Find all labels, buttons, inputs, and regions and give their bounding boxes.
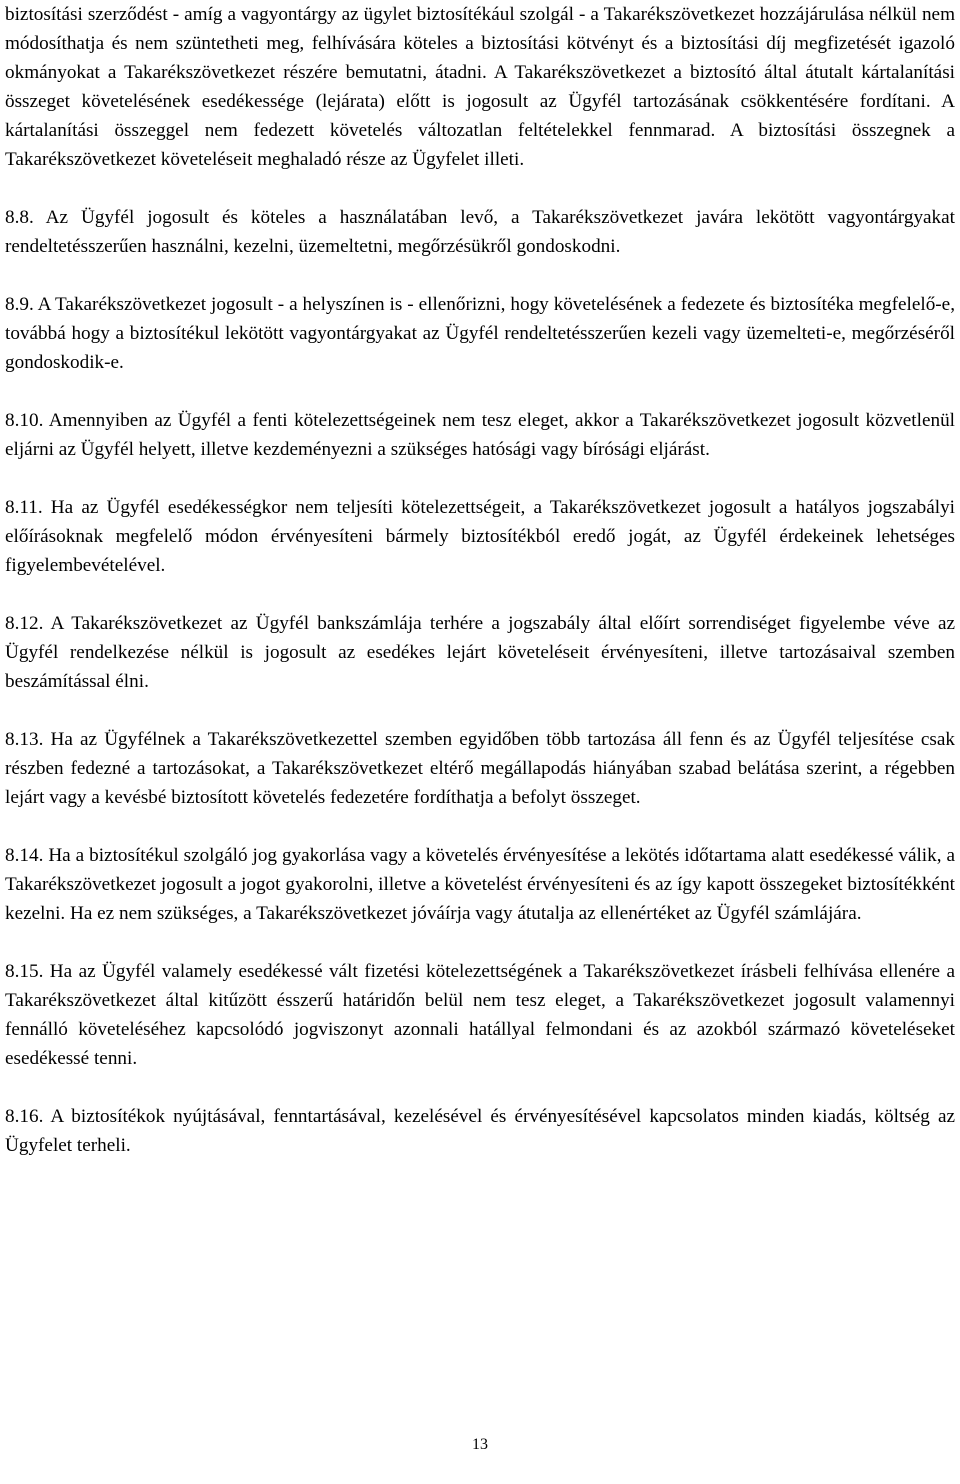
paragraph-8-14: 8.14. Ha a biztosítékul szolgáló jog gyakorlása vagy a követelés érvényesítése a lekötés időtartama alatt esedékessé válik, a Takarékszövetkezet jogosult a jogot gyakorolni, illetve a követelést érvényesíteni és az így kapott összegeket biztosítékként kezelni. Ha ez nem szükséges, a Takarékszövetkezet jóváírja vagy átutalja az ellenértéket az Ügyfél számlájára. <box>5 845 955 924</box>
paragraph-8-15: 8.15. Ha az Ügyfél valamely esedékessé vált fizetési kötelezettségének a Takarékszövetkezet írásbeli felhívása ellenére a Takarékszövetkezet által kitűzött ésszerű határidőn belül nem tesz eleget, a Takarékszövetkezet jogosult valamennyi fennálló követeléséhez kapcsolódó jogviszonyt azonnali hatállyal felmondani és az azokból származó követeléseket esedékessé tenni. <box>5 961 955 1069</box>
paragraph-8-10: 8.10. Amennyiben az Ügyfél a fenti kötelezettségeinek nem tesz eleget, akkor a Takarékszövetkezet jogosult közvetlenül eljárni az Ügyfél helyett, illetve kezdeményezni a szükséges hatósági vagy bírósági eljárást. <box>5 410 955 460</box>
page-number: 13 <box>472 1436 488 1453</box>
paragraph-8-13: 8.13. Ha az Ügyfélnek a Takarékszövetkezettel szemben egyidőben több tartozása áll fenn és az Ügyfél teljesítése csak részben fedezné a tartozásokat, a Takarékszövetkezet eltérő megállapodás hiányában szabad belátása szerint, a régebben lejárt vagy a kevésbé biztosított követelés fedezetére fordíthatja a befolyt összeget. <box>5 729 955 808</box>
paragraph-8-16: 8.16. A biztosítékok nyújtásával, fenntartásával, kezelésével és érvényesítésével kapcsolatos minden kiadás, költség az Ügyfelet terheli. <box>5 1106 955 1156</box>
document-page <box>5 0 955 1484</box>
paragraph-8-8: 8.8. Az Ügyfél jogosult és köteles a használatában levő, a Takarékszövetkezet javára lekötött vagyontárgyakat rendeltetésszerűen használni, kezelni, üzemeltetni, megőrzésükről gondoskodni. <box>5 207 955 257</box>
paragraph-8-7-continued: biztosítási szerződést - amíg a vagyontárgy az ügylet biztosítékául szolgál - a Takarékszövetkezet hozzájárulása nélkül nem módosíthatja és nem szüntetheti meg, felhívására köteles a biztosítási kötvényt és a biztosítási díj megfizetését igazoló okmányokat a Takarékszövetkezet részére bemutatni, átadni. A Takarékszövetkezet a biztosító által átutalt kártalanítási összeget követelésének esedékessége (lejárata) előtt is jogosult az Ügyfél tartozásának csökkentésére fordítani. A kártalanítási összeggel nem fedezett követelés változatlan feltételekkel fennmarad. A biztosítási összegnek a Takarékszövetkezet követeléseit meghaladó része az Ügyfelet illeti. <box>5 4 955 170</box>
paragraph-8-12: 8.12. A Takarékszövetkezet az Ügyfél bankszámlája terhére a jogszabály által előírt sorrendiséget figyelembe véve az Ügyfél rendelkezése nélkül is jogosult az esedékes lejárt követeléseit érvényesíteni, illetve tartozásaival szemben beszámítással élni. <box>5 613 955 692</box>
paragraph-8-11: 8.11. Ha az Ügyfél esedékességkor nem teljesíti kötelezettségeit, a Takarékszövetkezet jogosult a hatályos jogszabályi előírásoknak megfelelő módon érvényesíteni bármely biztosítékból eredő jogát, az Ügyfél érdekeinek lehetséges figyelembevételével. <box>5 497 955 576</box>
paragraph-8-9: 8.9. A Takarékszövetkezet jogosult - a helyszínen is - ellenőrizni, hogy követelésének a fedezete és biztosítéka megfelelő-e, továbbá hogy a biztosítékul lekötött vagyontárgyakat az Ügyfél rendeltetésszerűen kezeli vagy üzemelteti-e, megőrzéséről gondoskodik-e. <box>5 294 955 373</box>
